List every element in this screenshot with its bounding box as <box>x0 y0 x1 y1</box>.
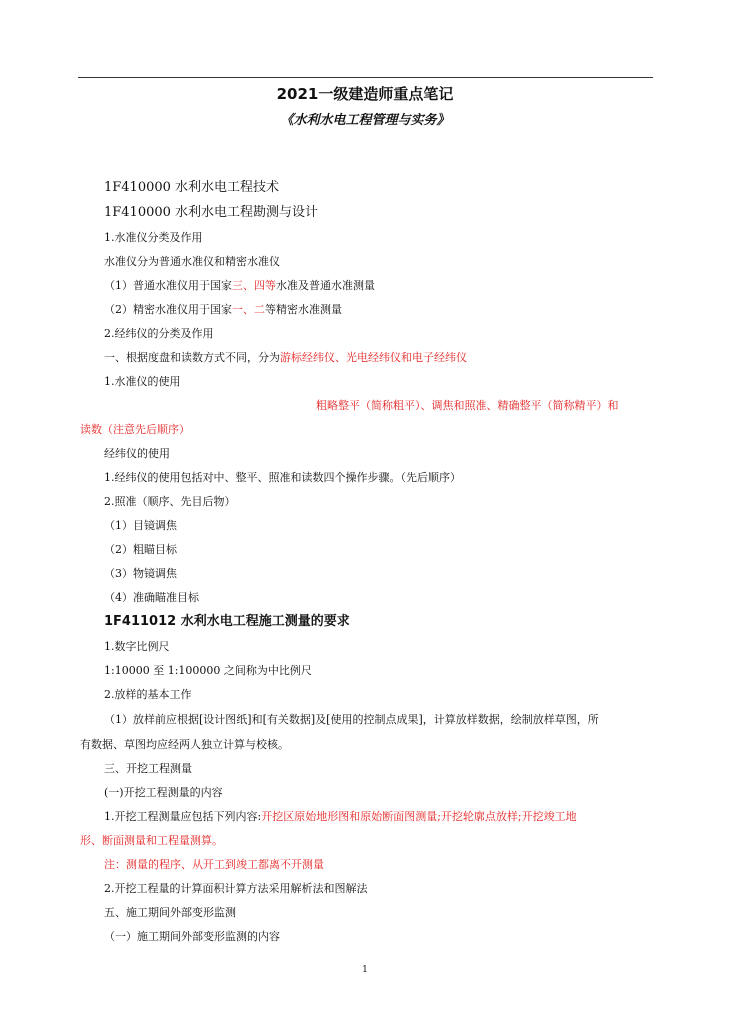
text-line: 经纬仪的使用 <box>104 447 170 460</box>
text-line: （1）普通水准仪用于国家三、四等水准及普通水准测量 <box>104 279 375 292</box>
text-line: (一)开挖工程测量的内容 <box>104 786 223 799</box>
list-item: （2）粗瞄目标 <box>104 543 177 556</box>
highlight-text: 读数（注意先后顺序） <box>80 423 190 436</box>
text-line: 2.放样的基本工作 <box>104 688 192 701</box>
text-line: 1.经纬仪的使用包括对中、整平、照准和读数四个操作步骤。（先后顺序） <box>104 471 461 484</box>
section-heading: 1F410000 水利水电工程勘测与设计 <box>104 205 319 220</box>
text-line: 2.开挖工程量的计算面积计算方法采用解析法和图解法 <box>104 882 368 895</box>
page-number: 1 <box>362 965 368 975</box>
text-line: 三、开挖工程测量 <box>104 762 192 775</box>
highlight-text: 游标经纬仪、光电经纬仪和电子经纬仪 <box>280 351 467 364</box>
highlight-text: 开挖区原始地形图和原始断面图测量;开挖轮廓点放样;开挖竣工地 <box>261 810 577 823</box>
page-subtitle: 《水利水电工程管理与实务》 <box>280 113 450 128</box>
highlight-text: 三、四等 <box>232 279 276 292</box>
text-line: 1.水准仪分类及作用 <box>104 231 203 244</box>
chapter-heading: 1F410000 水利水电工程技术 <box>104 180 280 195</box>
page-title: 2021一级建造师重点笔记 <box>276 85 454 103</box>
header-rule <box>78 77 653 78</box>
text-line: 五、施工期间外部变形监测 <box>104 906 236 919</box>
text-line: 2.照准（顺序、先目后物） <box>104 495 236 508</box>
highlight-text: 注：测量的程序、从开工到竣工都离不开测量 <box>104 858 324 871</box>
text-line: 1:10000 至 1:100000 之间称为中比例尺 <box>104 664 312 677</box>
highlight-text: 一、二 <box>232 303 265 316</box>
text-line: （一）施工期间外部变形监测的内容 <box>104 930 280 943</box>
highlight-text: 粗略整平（简称粗平）、调焦和照准、精确整平（简称精平）和 <box>316 399 619 412</box>
list-item: （1）目镜调焦 <box>104 519 177 532</box>
section-heading: 1F411012 水利水电工程施工测量的要求 <box>104 614 350 629</box>
text-line: 1.水准仪的使用 <box>104 375 181 388</box>
text-line: 2.经纬仪的分类及作用 <box>104 327 214 340</box>
text-line: 1.开挖工程测量应包括下列内容:开挖区原始地形图和原始断面图测量;开挖轮廓点放样;开挖竣工地 <box>104 810 577 823</box>
highlight-text: 形、断面测量和工程量测算。 <box>80 834 223 847</box>
text-line: （2）精密水准仪用于国家一、二等精密水准测量 <box>104 303 342 316</box>
text-line: 水准仪分为普通水准仪和精密水准仪 <box>104 255 280 268</box>
list-item: （4）准确瞄准目标 <box>104 591 199 604</box>
text-line: 一、根据度盘和读数方式不同，分为游标经纬仪、光电经纬仪和电子经纬仪 <box>104 351 467 364</box>
text-line: （1）放样前应根据[设计图纸]和[有关数据]及[使用的控制点成果]，计算放样数据，绘制放样草图，所 <box>104 713 599 726</box>
list-item: （3）物镜调焦 <box>104 567 177 580</box>
text-line: 有数据、草图均应经两人独立计算与校核。 <box>80 738 289 751</box>
text-line: 1.数字比例尺 <box>104 640 170 653</box>
